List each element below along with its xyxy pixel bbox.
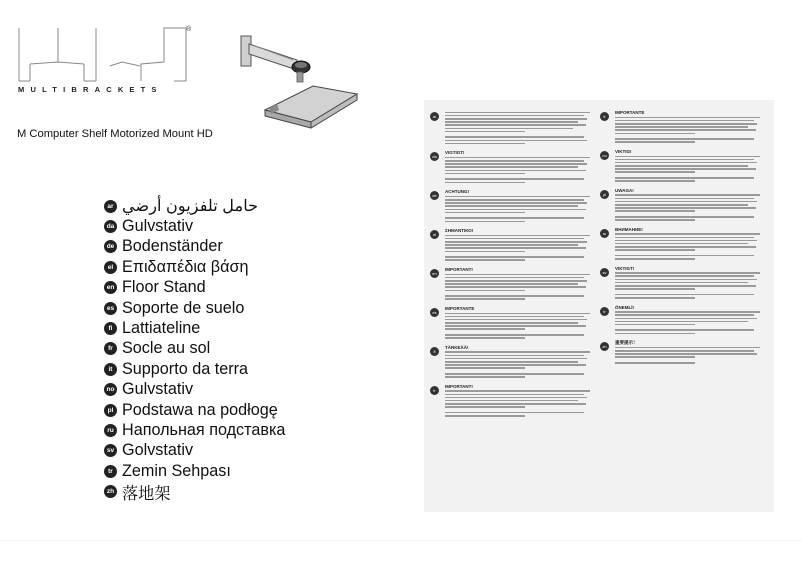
notice-text-line xyxy=(445,406,525,408)
notice-text-line xyxy=(615,350,754,352)
notice-text-line xyxy=(445,140,587,142)
notice-text-line xyxy=(615,279,757,281)
notice-text-line xyxy=(445,157,590,159)
language-item-ru xyxy=(104,420,285,440)
notice-text-line xyxy=(615,356,695,358)
notice-text-line xyxy=(615,123,757,125)
notice-text-line xyxy=(445,199,584,201)
notice-text-line xyxy=(615,258,695,260)
notice-text-line xyxy=(445,251,525,253)
notice-heading: ACHTUNG! xyxy=(445,189,469,195)
language-badge: el xyxy=(104,261,117,274)
notice-badge: tr xyxy=(600,307,609,316)
notice-text-line xyxy=(615,171,695,173)
notice-text-line xyxy=(445,334,584,336)
notice-text-line xyxy=(615,321,748,323)
notice-text-line xyxy=(445,367,525,369)
language-item-en xyxy=(104,278,285,298)
language-label: Gulvstativ xyxy=(122,380,194,399)
notice-text-line xyxy=(445,202,587,204)
language-badge: fi xyxy=(104,322,117,335)
footer-divider xyxy=(0,540,802,541)
notice-text-line xyxy=(615,168,756,170)
notice-text-line xyxy=(615,216,754,218)
language-label: Bodenständer xyxy=(122,237,223,256)
notice-text-line xyxy=(615,201,757,203)
notice-text-line xyxy=(615,162,757,164)
language-item-da xyxy=(104,216,285,236)
notice-text-line xyxy=(445,364,586,366)
notice-text-line xyxy=(445,118,587,120)
notice-text-line xyxy=(445,131,525,133)
notice-text-line xyxy=(445,316,584,318)
notice-text-line xyxy=(445,166,578,168)
notice-text-line xyxy=(445,373,584,375)
notice-text-line xyxy=(615,249,695,251)
language-label: Golvstativ xyxy=(122,441,194,460)
notice-heading: ВНИМАНИЕ! xyxy=(615,226,643,232)
notice-text-line xyxy=(615,353,757,355)
language-badge: zh xyxy=(104,485,117,498)
notice-block-no xyxy=(600,149,760,182)
notice-block-ru xyxy=(600,227,760,260)
notice-heading: ÖNEMLİ! xyxy=(615,304,634,310)
notice-heading: UWAGA! xyxy=(615,187,634,193)
notice-block-sv xyxy=(600,266,760,299)
notice-text-line xyxy=(445,319,587,321)
notice-text-line xyxy=(615,272,760,274)
notice-text-line xyxy=(615,237,754,239)
notice-text-line xyxy=(615,240,757,242)
notice-column-right xyxy=(600,110,760,370)
notice-text-line xyxy=(445,390,590,392)
notice-badge: pl xyxy=(600,190,609,199)
notice-text-line xyxy=(445,163,587,165)
notice-text-line xyxy=(615,165,748,167)
notice-text-line xyxy=(445,295,584,297)
notice-text-line xyxy=(615,318,757,320)
language-item-sv xyxy=(104,441,285,461)
language-badge: ru xyxy=(104,424,117,437)
notice-text-line xyxy=(445,274,590,276)
notice-heading: 重要提示！ xyxy=(615,340,638,346)
notice-text-line xyxy=(615,333,695,335)
language-badge: en xyxy=(104,281,117,294)
language-item-zh xyxy=(104,481,285,501)
notice-text-line xyxy=(615,198,754,200)
notice-text-line xyxy=(445,337,525,339)
language-item-tr xyxy=(104,461,285,481)
notice-text-line xyxy=(445,160,584,162)
language-label: حامل تلفزيون أرضي xyxy=(122,197,259,216)
notice-text-line xyxy=(615,219,695,221)
notice-text-line xyxy=(445,178,584,180)
language-badge: fr xyxy=(104,342,117,355)
notice-text-line xyxy=(615,120,754,122)
notice-text-line xyxy=(615,297,695,299)
notice-text-line xyxy=(445,205,578,207)
notice-text-line xyxy=(615,210,695,212)
language-item-fi xyxy=(104,318,285,338)
language-item-el xyxy=(104,257,285,277)
notice-text-line xyxy=(615,180,695,182)
notice-text-line xyxy=(445,313,590,315)
notice-block-pl xyxy=(600,188,760,221)
notice-heading: ΣΗΜΑΝΤΙΚΟ! xyxy=(445,228,474,234)
notice-badge: en xyxy=(430,269,439,278)
language-item-es xyxy=(104,298,285,318)
notice-text-line xyxy=(445,361,578,363)
notice-text-line xyxy=(445,351,590,353)
notice-text-line xyxy=(445,290,525,292)
notice-text-line xyxy=(615,204,748,206)
language-badge: no xyxy=(104,383,117,396)
notice-heading: TÄRKEÄÄ! xyxy=(445,344,469,350)
language-label: Lattiateline xyxy=(122,319,201,338)
notice-badge: it xyxy=(600,112,609,121)
notice-text-line xyxy=(615,246,756,248)
registered-mark: ® xyxy=(186,26,192,33)
language-badge: de xyxy=(104,240,117,253)
notice-badge: sv xyxy=(600,268,609,277)
notice-text-line xyxy=(445,286,586,288)
notice-block-en xyxy=(430,267,590,300)
notice-text-line xyxy=(445,277,584,279)
notice-text-line xyxy=(615,347,760,349)
notice-text-line xyxy=(445,400,578,402)
notice-text-line xyxy=(615,285,756,287)
language-label: Soporte de suelo xyxy=(122,298,245,317)
notice-block-tr xyxy=(600,305,760,335)
notice-text-line xyxy=(615,288,695,290)
notice-badge: zh xyxy=(600,342,609,351)
notice-text-line xyxy=(615,138,754,140)
notice-text-line xyxy=(445,209,586,211)
notice-text-line xyxy=(615,141,695,143)
notice-text-line xyxy=(615,207,756,209)
notice-heading: VIKTIGT! xyxy=(615,265,635,271)
notice-text-line xyxy=(445,394,584,396)
notice-text-line xyxy=(615,255,754,257)
notice-badge: no xyxy=(600,151,609,160)
notice-text-line xyxy=(445,376,525,378)
notice-text-line xyxy=(445,115,584,117)
notice-badge: es xyxy=(430,308,439,317)
notice-text-line xyxy=(445,182,525,184)
notice-text-line xyxy=(445,322,578,324)
notice-text-line xyxy=(445,280,587,282)
language-badge: da xyxy=(104,220,117,233)
notice-block-es xyxy=(430,306,590,339)
language-label: 落地架 xyxy=(122,484,171,503)
notice-text-line xyxy=(445,298,525,300)
notice-badge: ar xyxy=(430,112,439,121)
notice-text-line xyxy=(615,129,756,131)
notice-heading: VIKTIG! xyxy=(615,148,632,154)
notice-text-line xyxy=(445,170,586,172)
notice-text-line xyxy=(615,159,754,161)
notice-badge: el xyxy=(430,230,439,239)
language-label: Socle au sol xyxy=(122,339,211,358)
language-item-no xyxy=(104,380,285,400)
notice-text-line xyxy=(615,314,754,316)
notice-block-da xyxy=(430,150,590,183)
notice-text-line xyxy=(615,177,754,179)
language-badge: sv xyxy=(104,444,117,457)
notice-text-line xyxy=(615,126,748,128)
notice-text-line xyxy=(615,324,695,326)
notice-text-line xyxy=(445,121,578,123)
notice-block-zh xyxy=(600,340,760,363)
notice-badge: fi xyxy=(430,347,439,356)
notice-text-line xyxy=(445,412,584,414)
language-label: Supporto da terra xyxy=(122,359,248,378)
notice-text-line xyxy=(615,233,760,235)
notice-text-line xyxy=(445,355,584,357)
language-badge: tr xyxy=(104,465,117,478)
language-badge: ar xyxy=(104,200,117,213)
notice-text-line xyxy=(615,243,748,245)
notice-block-fi xyxy=(430,345,590,378)
notice-heading: VIGTIGT! xyxy=(445,150,465,156)
notice-text-line xyxy=(445,238,584,240)
notice-text-line xyxy=(445,221,525,223)
language-label: Floor Stand xyxy=(122,278,206,297)
notice-text-line xyxy=(445,283,578,285)
notice-text-line xyxy=(445,212,525,214)
notice-block-it xyxy=(600,110,760,143)
notice-text-line xyxy=(615,275,754,277)
language-label: Gulvstativ xyxy=(122,217,194,236)
language-badge: es xyxy=(104,302,117,315)
notice-text-line xyxy=(445,196,590,198)
safety-notice-document xyxy=(424,100,774,512)
notice-text-line xyxy=(445,173,525,175)
notice-text-line xyxy=(615,362,695,364)
notice-text-line xyxy=(445,124,586,126)
notice-text-line xyxy=(445,128,573,130)
notice-text-line xyxy=(615,294,754,296)
notice-text-line xyxy=(615,133,695,135)
notice-heading: IMPORTANTE xyxy=(445,305,475,311)
notice-text-line xyxy=(445,247,586,249)
language-item-pl xyxy=(104,400,285,420)
language-item-fr xyxy=(104,339,285,359)
notice-text-line xyxy=(615,117,760,119)
notice-text-line xyxy=(615,329,754,331)
notice-text-line xyxy=(445,403,586,405)
notice-text-line xyxy=(615,311,760,313)
language-item-de xyxy=(104,237,285,257)
notice-text-line xyxy=(445,136,584,138)
language-badge: it xyxy=(104,363,117,376)
notice-badge: fr xyxy=(430,386,439,395)
notice-text-line xyxy=(615,194,760,196)
notice-heading: IMPORTANT! xyxy=(445,267,473,272)
notice-heading: IMPORTANT! xyxy=(445,383,473,389)
notice-badge: da xyxy=(430,152,439,161)
notice-text-line xyxy=(445,415,525,417)
notice-block-fr xyxy=(430,384,590,417)
notice-block-ar xyxy=(430,110,590,144)
product-title: M Computer Shelf Motorized Mount HD xyxy=(17,128,213,140)
language-item-it xyxy=(104,359,285,379)
notice-block-el xyxy=(430,228,590,261)
notice-heading: IMPORTANTE xyxy=(615,110,645,115)
brand-wordmark: MULTIBRACKETS xyxy=(18,85,163,94)
notice-badge: de xyxy=(430,191,439,200)
notice-text-line xyxy=(445,325,586,327)
notice-text-line xyxy=(445,397,587,399)
notice-text-line xyxy=(445,259,525,261)
notice-text-line xyxy=(615,156,760,158)
notice-text-line xyxy=(445,112,590,114)
notice-text-line xyxy=(445,235,590,237)
notice-text-line xyxy=(445,241,587,243)
notice-badge: ru xyxy=(600,229,609,238)
language-list xyxy=(104,196,285,502)
language-item-ar xyxy=(104,196,285,216)
notice-text-line xyxy=(445,244,578,246)
notice-text-line xyxy=(615,282,748,284)
language-label: Podstawa na podłogę xyxy=(122,400,278,419)
notice-text-line xyxy=(445,358,587,360)
notice-text-line xyxy=(445,328,525,330)
language-label: Επιδαπέδια βάση xyxy=(122,257,249,276)
notice-column-left xyxy=(430,110,590,423)
language-label: Zemin Sehpası xyxy=(122,461,231,480)
language-badge: pl xyxy=(104,404,117,417)
notice-text-line xyxy=(445,217,584,219)
notice-text-line xyxy=(445,143,525,145)
notice-text-line xyxy=(445,256,584,258)
shelf-illustration xyxy=(235,32,360,152)
notice-block-de xyxy=(430,189,590,222)
language-label: Напольная подставка xyxy=(122,420,286,439)
